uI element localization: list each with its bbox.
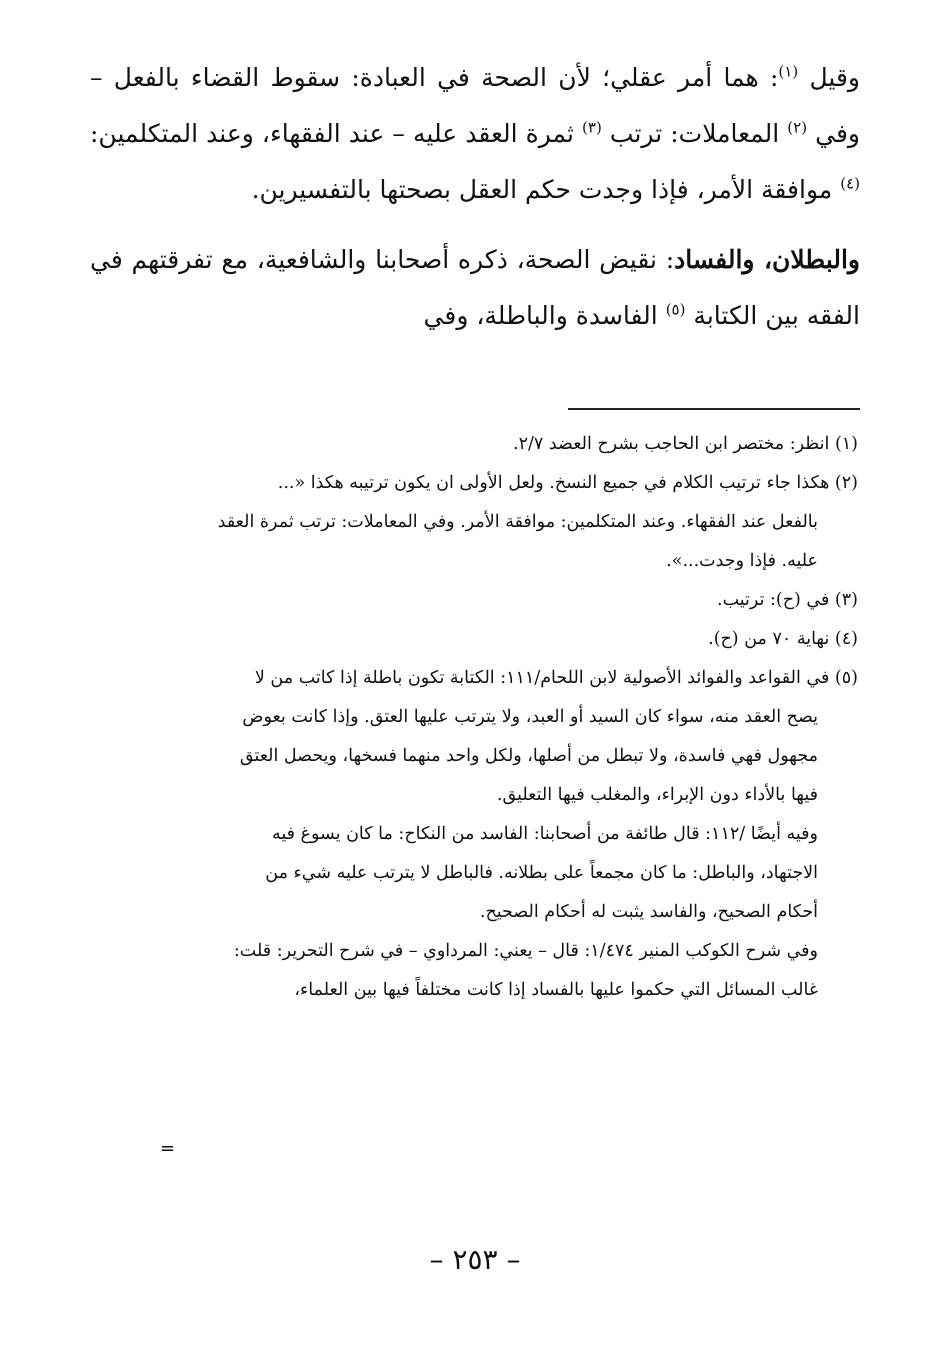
footnote-1: (١) انظر: مختصر ابن الحاجب بشرح العضد ٢/٧.: [512, 434, 858, 454]
footnote-5-line: غالب المسائل التي حكموا عليها بالفساد إذا كانت مختلفاً فيها بين العلماء،: [294, 980, 818, 1000]
text-run: المعاملات: ترتب: [609, 119, 780, 148]
page-number: – ٢٥٣ –: [429, 1243, 521, 1276]
footnote-2-line: بالفعل عند الفقهاء. وعند المتكلمين: موافقة الأمر. وفي المعاملات: ترتب ثمرة العقد: [217, 512, 818, 532]
footnote-ref-1[interactable]: (١): [778, 62, 799, 81]
text-run: ثمرة العقد عليه – عند الفقهاء، وعند المتكلمين:: [90, 119, 574, 148]
footnote-2-line: عليه. فإذا وجدت...».: [666, 551, 818, 571]
footnote-5-line: وفي شرح الكوكب المنير ١/٤٧٤: قال – يعني: المرداوي – في شرح التحرير: قلت:: [233, 941, 818, 961]
bold-term: والبطلان، والفساد: [674, 245, 860, 274]
footnote-5-line: فيها بالأداء دون الإبراء، والمغلب فيها التعليق.: [496, 785, 818, 805]
footnote-5-line: يصح العقد منه، سواء كان السيد أو العبد، ولا يترتب عليها العتق. وإذا كانت بعوض: [242, 707, 818, 727]
footnote-3: (٣) في (ح): ترتيب.: [717, 590, 858, 610]
footnote-ref-4[interactable]: (٤): [840, 174, 860, 193]
text-run: الفاسدة والباطلة، وفي: [423, 301, 658, 330]
continuation-mark: =: [160, 1138, 176, 1159]
text-run: : هما أمر عقلي؛ لأن الصحة في العبادة: سقوط القضاء بالفعل – وفي: [90, 63, 861, 148]
footnote-separator: [568, 408, 860, 410]
footnote-ref-2[interactable]: (٢): [787, 118, 808, 137]
footnotes: [88, 425, 858, 1010]
footnote-5-line: وفيه أيضًا /١١٢: قال طائفة من أصحابنا: الفاسد من النكاح: ما كان يسوغ فيه: [271, 824, 818, 844]
text-run: موافقة الأمر، فإذا وجدت حكم العقل بصحتها بالتفسيرين.: [251, 175, 833, 204]
footnote-5-line: أحكام الصحيح، والفاسد يثبت له أحكام الصحيح.: [479, 902, 818, 922]
footnote-2: (٢) هكذا جاء ترتيب الكلام في جميع النسخ. ولعل الأولى ان يكون ترتيبه هكذا «...: [277, 473, 858, 493]
paragraph-2: [90, 232, 860, 344]
footnote-ref-3[interactable]: (٣): [582, 118, 602, 137]
footnote-5-line: الاجتهاد، والباطل: ما كان مجمعاً على بطلانه. فالباطل لا يترتب عليه شيء من: [265, 863, 818, 883]
main-text: [90, 50, 860, 344]
text-run: وقيل: [809, 63, 861, 92]
footnote-4: (٤) نهاية ٧٠ من (ح).: [708, 629, 858, 649]
paragraph-1: [90, 50, 860, 218]
footnote-ref-5[interactable]: (٥): [665, 300, 686, 319]
footnote-5: (٥) في القواعد والفوائد الأصولية لابن اللحام/١١١: الكتابة تكون باطلة إذا كاتب من لا: [254, 668, 858, 688]
footnote-5-line: مجهول فهي فاسدة، ولا تبطل من أصلها، ولكل واحد منهما فسخها، ويحصل العتق: [239, 746, 818, 766]
text-run: : نقيض الصحة، ذكره أصحابنا والشافعية، مع تفرقتهم في الفقه بين الكتابة: [90, 245, 860, 330]
